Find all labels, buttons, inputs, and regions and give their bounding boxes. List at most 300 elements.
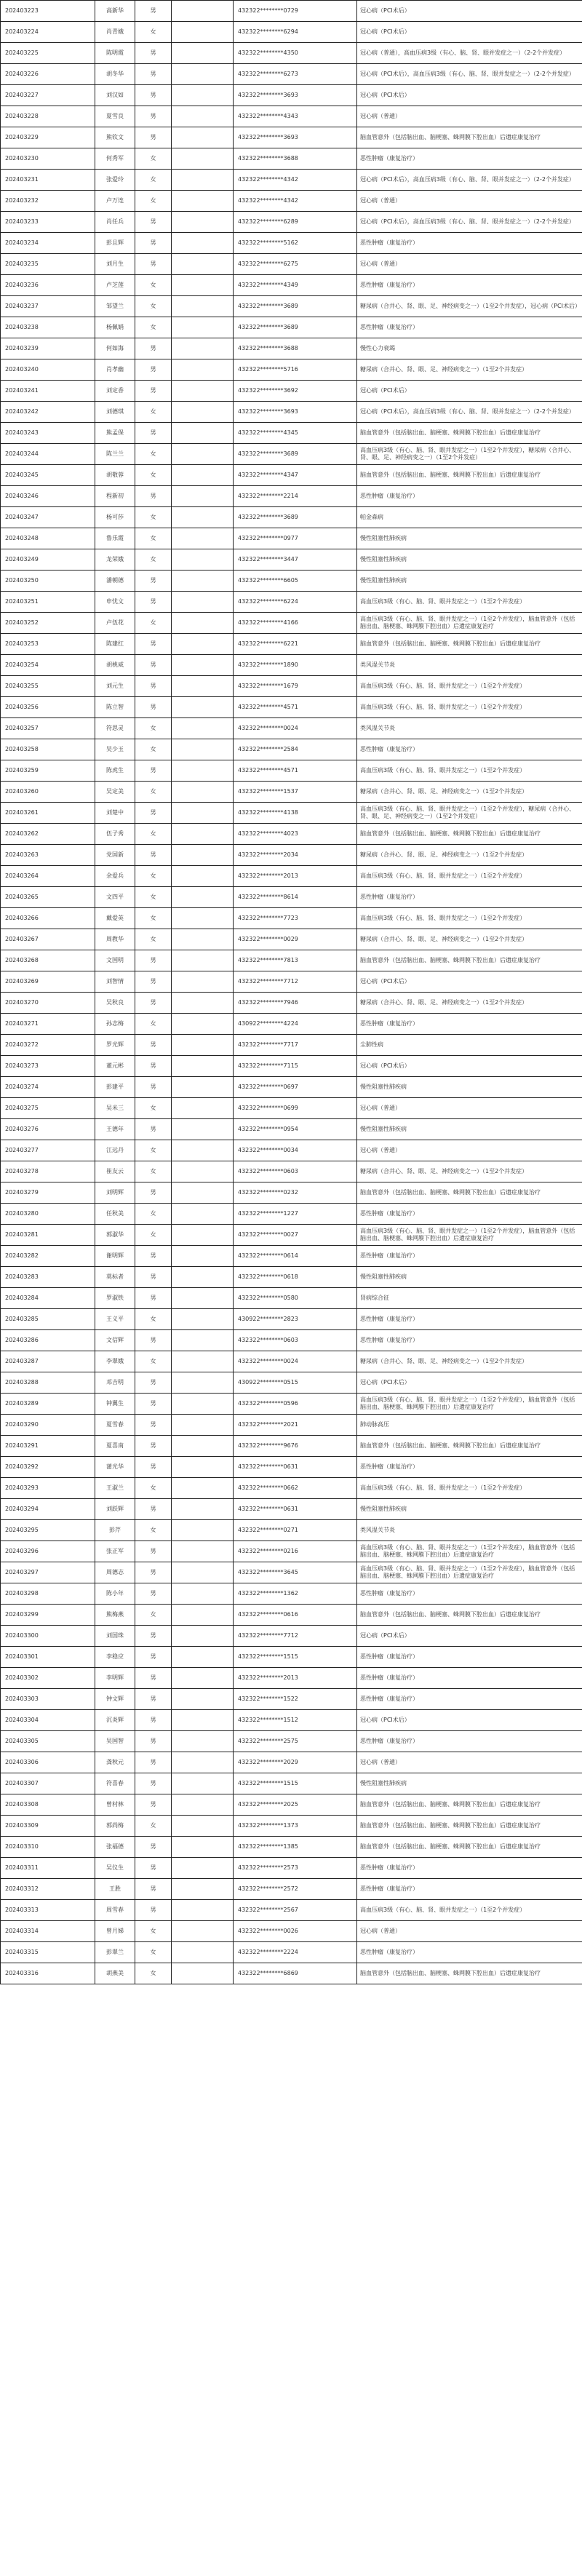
table-row <box>1 1 582 22</box>
disease-cell: 冠心病（PCI术后） <box>357 1710 582 1731</box>
patient-name-cell: 刘楚中 <box>95 803 135 824</box>
patient-name-cell: 肖青娥 <box>95 22 135 43</box>
gender-cell: 女 <box>135 549 172 571</box>
id-card-cell: 432322********0027 <box>234 1225 357 1246</box>
blank-cell <box>172 1436 234 1457</box>
gender-cell: 女 <box>135 887 172 908</box>
record-id-cell: 202403299 <box>1 1605 95 1626</box>
record-id-cell: 202403223 <box>1 1 95 22</box>
disease-cell: 高血压病3级（有心、脑、肾、眼并发症之一）（1至2个并发症），脑血管意外（包括脑出血、脑梗塞、蛛网膜下腔出血）后遗症康复治疗 <box>357 1394 582 1415</box>
table-row <box>1 634 582 655</box>
patient-name-cell: 王淑兰 <box>95 1478 135 1499</box>
blank-cell <box>172 993 234 1014</box>
patient-name-cell: 钟翼生 <box>95 1394 135 1415</box>
gender-cell: 男 <box>135 1457 172 1478</box>
table-row <box>1 1351 582 1372</box>
blank-cell <box>172 676 234 697</box>
patient-name-cell: 郭淑华 <box>95 1225 135 1246</box>
blank-cell <box>172 1351 234 1372</box>
record-id-cell: 202403298 <box>1 1583 95 1605</box>
table-row <box>1 1394 582 1415</box>
gender-cell: 男 <box>135 127 172 148</box>
id-card-cell: 432322********7115 <box>234 1056 357 1077</box>
gender-cell: 女 <box>135 1098 172 1119</box>
patient-name-cell: 刘跃辉 <box>95 1499 135 1520</box>
table-row <box>1 971 582 993</box>
disease-cell: 类风湿关节炎 <box>357 1520 582 1541</box>
table-row <box>1 845 582 866</box>
patient-name-cell: 夏雪良 <box>95 106 135 127</box>
gender-cell: 女 <box>135 1014 172 1035</box>
blank-cell <box>172 1900 234 1921</box>
table-row <box>1 1562 582 1583</box>
gender-cell: 男 <box>135 254 172 275</box>
gender-cell: 女 <box>135 22 172 43</box>
id-card-cell: 432322********1512 <box>234 1710 357 1731</box>
patient-name-cell: 何如海 <box>95 338 135 359</box>
gender-cell: 男 <box>135 233 172 254</box>
gender-cell: 男 <box>135 1626 172 1647</box>
disease-cell: 冠心病（PCI术后） <box>357 1 582 22</box>
record-id-cell: 202403292 <box>1 1457 95 1478</box>
blank-cell <box>172 1140 234 1161</box>
table-row <box>1 148 582 170</box>
blank-cell <box>172 1731 234 1752</box>
id-card-cell: 432322********7723 <box>234 908 357 929</box>
id-card-cell: 432322********1227 <box>234 1204 357 1225</box>
table-row <box>1 212 582 233</box>
table-row <box>1 1246 582 1267</box>
table-row <box>1 1225 582 1246</box>
patient-name-cell: 李稳应 <box>95 1647 135 1668</box>
gender-cell: 男 <box>135 423 172 444</box>
patient-name-cell: 刘定香 <box>95 381 135 402</box>
record-id-cell: 202403312 <box>1 1879 95 1900</box>
id-card-cell: 432322********2224 <box>234 1942 357 1963</box>
record-id-cell: 202403291 <box>1 1436 95 1457</box>
disease-cell: 冠心病（普通），高血压病3级（有心、脑、肾、眼并发症之一）（2-2个并发症） <box>357 43 582 64</box>
disease-cell: 恶性肿瘤（康复治疗） <box>357 1330 582 1351</box>
record-id-cell: 202403229 <box>1 127 95 148</box>
blank-cell <box>172 971 234 993</box>
record-id-cell: 202403289 <box>1 1394 95 1415</box>
patient-name-cell: 余爱兵 <box>95 866 135 887</box>
blank-cell <box>172 782 234 803</box>
patient-name-cell: 刘国珠 <box>95 1626 135 1647</box>
record-id-cell: 202403260 <box>1 782 95 803</box>
patient-name-cell: 刘明辉 <box>95 1182 135 1204</box>
record-id-cell: 202403293 <box>1 1478 95 1499</box>
id-card-cell: 432322********0271 <box>234 1520 357 1541</box>
record-id-cell: 202403273 <box>1 1056 95 1077</box>
patient-name-cell: 程新初 <box>95 486 135 507</box>
table-row <box>1 571 582 592</box>
patient-name-cell: 莫标者 <box>95 1267 135 1288</box>
record-id-cell: 202403256 <box>1 697 95 718</box>
patient-name-cell: 陈立智 <box>95 697 135 718</box>
record-id-cell: 202403263 <box>1 845 95 866</box>
table-row <box>1 1288 582 1309</box>
table-row <box>1 887 582 908</box>
id-card-cell: 432322********8614 <box>234 887 357 908</box>
table-row <box>1 549 582 571</box>
disease-cell: 慢性阻塞性肺疾病 <box>357 1499 582 1520</box>
record-id-cell: 202403242 <box>1 402 95 423</box>
gender-cell: 女 <box>135 1204 172 1225</box>
record-id-cell: 202403254 <box>1 655 95 676</box>
id-card-cell: 432322********1385 <box>234 1837 357 1858</box>
gender-cell: 男 <box>135 106 172 127</box>
patient-name-cell: 吴定美 <box>95 782 135 803</box>
blank-cell <box>172 338 234 359</box>
id-card-cell: 432322********2573 <box>234 1858 357 1879</box>
blank-cell <box>172 760 234 782</box>
disease-cell: 高血压病3级（有心、脑、肾、眼并发症之一）（1至2个并发症） <box>357 592 582 613</box>
record-id-cell: 202403231 <box>1 170 95 191</box>
gender-cell: 男 <box>135 1689 172 1710</box>
id-card-cell: 432322********4166 <box>234 613 357 634</box>
gender-cell: 男 <box>135 1077 172 1098</box>
patient-name-cell: 彭建平 <box>95 1077 135 1098</box>
id-card-cell: 430922********0515 <box>234 1372 357 1394</box>
gender-cell: 女 <box>135 1351 172 1372</box>
table-row <box>1 1457 582 1478</box>
patient-name-cell: 钟文辉 <box>95 1689 135 1710</box>
record-id-cell: 202403224 <box>1 22 95 43</box>
table-row <box>1 1035 582 1056</box>
disease-cell: 恶性肿瘤（康复治疗） <box>357 1246 582 1267</box>
gender-cell: 女 <box>135 929 172 950</box>
table-row <box>1 1182 582 1204</box>
table-row <box>1 760 582 782</box>
gender-cell: 男 <box>135 1562 172 1583</box>
disease-cell: 慢性阻塞性肺疾病 <box>357 528 582 549</box>
table-row <box>1 423 582 444</box>
gender-cell: 女 <box>135 317 172 338</box>
id-card-cell: 432322********0614 <box>234 1246 357 1267</box>
blank-cell <box>172 233 234 254</box>
gender-cell: 男 <box>135 1710 172 1731</box>
id-card-cell: 432322********6289 <box>234 212 357 233</box>
patient-name-cell: 符思灵 <box>95 718 135 739</box>
gender-cell: 女 <box>135 170 172 191</box>
record-id-cell: 202403301 <box>1 1647 95 1668</box>
gender-cell: 男 <box>135 1372 172 1394</box>
gender-cell: 男 <box>135 1056 172 1077</box>
id-card-cell: 432322********0596 <box>234 1394 357 1415</box>
table-row <box>1 950 582 971</box>
gender-cell: 男 <box>135 676 172 697</box>
id-card-cell: 432322********0024 <box>234 1351 357 1372</box>
blank-cell <box>172 1098 234 1119</box>
gender-cell: 女 <box>135 1963 172 1984</box>
id-card-cell: 432322********2013 <box>234 866 357 887</box>
blank-cell <box>172 950 234 971</box>
record-id-cell: 202403267 <box>1 929 95 950</box>
disease-cell: 慢性阻塞性肺疾病 <box>357 1119 582 1140</box>
blank-cell <box>172 1752 234 1773</box>
patient-name-cell: 胡桃威 <box>95 655 135 676</box>
id-card-cell: 432322********6275 <box>234 254 357 275</box>
record-id-cell: 202403269 <box>1 971 95 993</box>
gender-cell: 女 <box>135 275 172 296</box>
table-row <box>1 1520 582 1541</box>
table-row <box>1 444 582 465</box>
gender-cell: 女 <box>135 718 172 739</box>
id-card-cell: 432322********1515 <box>234 1647 357 1668</box>
blank-cell <box>172 1225 234 1246</box>
patient-name-cell: 刘汉如 <box>95 85 135 106</box>
id-card-cell: 432322********0631 <box>234 1457 357 1478</box>
table-row <box>1 782 582 803</box>
record-id-cell: 202403241 <box>1 381 95 402</box>
id-card-cell: 432322********1890 <box>234 655 357 676</box>
patient-name-cell: 王义平 <box>95 1309 135 1330</box>
id-card-cell: 432322********1373 <box>234 1816 357 1837</box>
table-row <box>1 338 582 359</box>
blank-cell <box>172 359 234 381</box>
id-card-cell: 432322********3688 <box>234 338 357 359</box>
id-card-cell: 432322********2584 <box>234 739 357 760</box>
gender-cell: 男 <box>135 64 172 85</box>
record-id-cell: 202403234 <box>1 233 95 254</box>
record-id-cell: 202403262 <box>1 824 95 845</box>
patient-name-cell: 胡敬蓉 <box>95 465 135 486</box>
record-id-cell: 202403275 <box>1 1098 95 1119</box>
id-card-cell: 432322********0616 <box>234 1605 357 1626</box>
blank-cell <box>172 739 234 760</box>
blank-cell <box>172 1119 234 1140</box>
id-card-cell: 432322********7712 <box>234 971 357 993</box>
record-id-cell: 202403279 <box>1 1182 95 1204</box>
blank-cell <box>172 1204 234 1225</box>
disease-cell: 高血压病3级（有心、脑、肾、眼并发症之一）（1至2个并发症），糖尿病（合并心、肾、眼、足、神经病变之一）（1至2个并发症） <box>357 444 582 465</box>
table-row <box>1 1794 582 1816</box>
table-row <box>1 465 582 486</box>
blank-cell <box>172 1647 234 1668</box>
gender-cell: 男 <box>135 1541 172 1562</box>
blank-cell <box>172 1499 234 1520</box>
patient-name-cell: 李明辉 <box>95 1668 135 1689</box>
table-row <box>1 1858 582 1879</box>
disease-cell: 冠心病（PCI术后） <box>357 1056 582 1077</box>
table-row <box>1 507 582 528</box>
patient-name-cell: 鲁乐霞 <box>95 528 135 549</box>
blank-cell <box>172 697 234 718</box>
id-card-cell: 430922********2823 <box>234 1309 357 1330</box>
patient-name-cell: 高新华 <box>95 1 135 22</box>
patient-name-cell: 沉炎辉 <box>95 1710 135 1731</box>
record-id-cell: 202403309 <box>1 1816 95 1837</box>
record-id-cell: 202403316 <box>1 1963 95 1984</box>
table-row <box>1 613 582 634</box>
patient-name-cell: 周雪春 <box>95 1900 135 1921</box>
gender-cell: 男 <box>135 1499 172 1520</box>
id-card-cell: 432322********3689 <box>234 444 357 465</box>
disease-cell: 高血压病3级（有心、脑、肾、眼并发症之一）（1至2个并发症） <box>357 676 582 697</box>
table-row <box>1 676 582 697</box>
patient-name-cell: 夏雪春 <box>95 1415 135 1436</box>
id-card-cell: 432322********4347 <box>234 465 357 486</box>
table-row <box>1 1204 582 1225</box>
gender-cell: 女 <box>135 1140 172 1161</box>
id-card-cell: 432322********0618 <box>234 1267 357 1288</box>
disease-cell: 冠心病（PCI术后） <box>357 971 582 993</box>
table-row <box>1 1140 582 1161</box>
record-id-cell: 202403245 <box>1 465 95 486</box>
record-id-cell: 202403281 <box>1 1225 95 1246</box>
blank-cell <box>172 908 234 929</box>
table-row <box>1 1415 582 1436</box>
disease-cell: 恶性肿瘤（康复治疗） <box>357 1647 582 1668</box>
disease-cell: 冠心病（PCI术后） <box>357 1626 582 1647</box>
blank-cell <box>172 1077 234 1098</box>
disease-cell: 类风湿关节炎 <box>357 655 582 676</box>
disease-cell: 肾病综合征 <box>357 1288 582 1309</box>
gender-cell: 男 <box>135 592 172 613</box>
blank-cell <box>172 106 234 127</box>
record-id-cell: 202403278 <box>1 1161 95 1182</box>
blank-cell <box>172 1668 234 1689</box>
patient-name-cell: 邹望兰 <box>95 296 135 317</box>
gender-cell: 男 <box>135 1731 172 1752</box>
record-id-cell: 202403314 <box>1 1921 95 1942</box>
patient-name-cell: 陈虎生 <box>95 760 135 782</box>
patient-name-cell: 胡冬华 <box>95 64 135 85</box>
id-card-cell: 432322********0699 <box>234 1098 357 1119</box>
record-id-cell: 202403250 <box>1 571 95 592</box>
patient-name-cell: 刘月生 <box>95 254 135 275</box>
disease-cell: 恶性肿瘤（康复治疗） <box>357 1204 582 1225</box>
disease-cell: 脑血管意外（包括脑出血、脑梗塞、蛛网膜下腔出血）后遗症康复治疗 <box>357 465 582 486</box>
disease-cell: 脑血管意外（包括脑出血、脑梗塞、蛛网膜下腔出血）后遗症康复治疗 <box>357 634 582 655</box>
id-card-cell: 432322********3693 <box>234 85 357 106</box>
table-row <box>1 1963 582 1984</box>
patient-name-cell: 崔友云 <box>95 1161 135 1182</box>
record-id-cell: 202403235 <box>1 254 95 275</box>
patient-name-cell: 龚秋元 <box>95 1752 135 1773</box>
disease-cell: 冠心病（PCI术后） <box>357 85 582 106</box>
disease-cell: 恶性肿瘤（康复治疗） <box>357 1014 582 1035</box>
table-row <box>1 718 582 739</box>
id-card-cell: 432322********7813 <box>234 950 357 971</box>
record-id-cell: 202403261 <box>1 803 95 824</box>
blank-cell <box>172 1394 234 1415</box>
disease-cell: 慢性心力衰竭 <box>357 338 582 359</box>
patient-name-cell: 吴国智 <box>95 1731 135 1752</box>
table-row <box>1 993 582 1014</box>
disease-cell: 冠心病（PCI术后），高血压病3级（有心、脑、肾、眼并发症之一）（2-2个并发症） <box>357 64 582 85</box>
id-card-cell: 432322********6294 <box>234 22 357 43</box>
id-card-cell: 432322********0029 <box>234 929 357 950</box>
table-row <box>1 317 582 338</box>
patient-name-cell: 申忧文 <box>95 592 135 613</box>
record-id-cell: 202403249 <box>1 549 95 571</box>
blank-cell <box>172 929 234 950</box>
blank-cell <box>172 1816 234 1837</box>
patient-name-cell: 彭且辉 <box>95 233 135 254</box>
disease-cell: 慢性阻塞性肺疾病 <box>357 1773 582 1794</box>
record-id-cell: 202403311 <box>1 1858 95 1879</box>
record-id-cell: 202403315 <box>1 1942 95 1963</box>
id-card-cell: 432322********4345 <box>234 423 357 444</box>
table-row <box>1 1689 582 1710</box>
patient-name-cell: 熊孟保 <box>95 423 135 444</box>
blank-cell <box>172 1056 234 1077</box>
record-id-cell: 202403277 <box>1 1140 95 1161</box>
disease-cell: 恶性肿瘤（康复治疗） <box>357 1689 582 1710</box>
patient-name-cell: 文国明 <box>95 950 135 971</box>
id-card-cell: 432322********0034 <box>234 1140 357 1161</box>
record-id-cell: 202403294 <box>1 1499 95 1520</box>
record-id-cell: 202403270 <box>1 993 95 1014</box>
blank-cell <box>172 43 234 64</box>
id-card-cell: 432322********4571 <box>234 697 357 718</box>
disease-cell: 恶性肿瘤（康复治疗） <box>357 486 582 507</box>
disease-cell: 冠心病（普通） <box>357 1098 582 1119</box>
blank-cell <box>172 1035 234 1056</box>
disease-cell: 冠心病（PCI术后），高血压病3级（有心、脑、肾、眼并发症之一）（2-2个并发症） <box>357 212 582 233</box>
blank-cell <box>172 170 234 191</box>
table-row <box>1 296 582 317</box>
blank-cell <box>172 1182 234 1204</box>
gender-cell: 男 <box>135 993 172 1014</box>
record-id-cell: 202403251 <box>1 592 95 613</box>
id-card-cell: 432322********2025 <box>234 1794 357 1816</box>
disease-cell: 脑血管意外（包括脑出血、脑梗塞、蛛网膜下腔出血）后遗症康复治疗 <box>357 1963 582 1984</box>
patient-name-cell: 李翠娥 <box>95 1351 135 1372</box>
id-card-cell: 430922********4224 <box>234 1014 357 1035</box>
patient-name-cell: 夏喜南 <box>95 1436 135 1457</box>
table-row <box>1 1161 582 1182</box>
patient-name-cell: 彭翠兰 <box>95 1942 135 1963</box>
patient-name-cell: 罗光辉 <box>95 1035 135 1056</box>
disease-cell: 恶性肿瘤（康复治疗） <box>357 1858 582 1879</box>
patient-name-cell: 刘德琪 <box>95 402 135 423</box>
blank-cell <box>172 1689 234 1710</box>
id-card-cell: 432322********0603 <box>234 1161 357 1182</box>
patient-name-cell: 肖孝幽 <box>95 359 135 381</box>
id-card-cell: 432322********3693 <box>234 127 357 148</box>
patient-name-cell: 文信辉 <box>95 1330 135 1351</box>
gender-cell: 男 <box>135 1900 172 1921</box>
gender-cell: 男 <box>135 1267 172 1288</box>
disease-cell: 糖尿病（合并心、肾、眼、足、神经病变之一）（1至2个并发症） <box>357 845 582 866</box>
blank-cell <box>172 465 234 486</box>
blank-cell <box>172 824 234 845</box>
gender-cell: 女 <box>135 1816 172 1837</box>
record-id-cell: 202403259 <box>1 760 95 782</box>
gender-cell: 男 <box>135 1035 172 1056</box>
table-row <box>1 1541 582 1562</box>
record-id-cell: 202403225 <box>1 43 95 64</box>
gender-cell: 男 <box>135 43 172 64</box>
table-row <box>1 908 582 929</box>
disease-cell: 高血压病3级（有心、脑、肾、眼并发症之一）（1至2个并发症），脑血管意外（包括脑出血、脑梗塞、蛛网膜下腔出血）后遗症康复治疗 <box>357 1562 582 1583</box>
blank-cell <box>172 1562 234 1583</box>
disease-cell: 恶性肿瘤（康复治疗） <box>357 1583 582 1605</box>
blank-cell <box>172 1541 234 1562</box>
gender-cell: 女 <box>135 1605 172 1626</box>
record-id-cell: 202403227 <box>1 85 95 106</box>
blank-cell <box>172 1246 234 1267</box>
id-card-cell: 432322********4342 <box>234 191 357 212</box>
id-card-cell: 432322********4343 <box>234 106 357 127</box>
gender-cell: 男 <box>135 845 172 866</box>
patient-name-cell: 陈小年 <box>95 1583 135 1605</box>
id-card-cell: 432322********6273 <box>234 64 357 85</box>
record-id-cell: 202403272 <box>1 1035 95 1056</box>
